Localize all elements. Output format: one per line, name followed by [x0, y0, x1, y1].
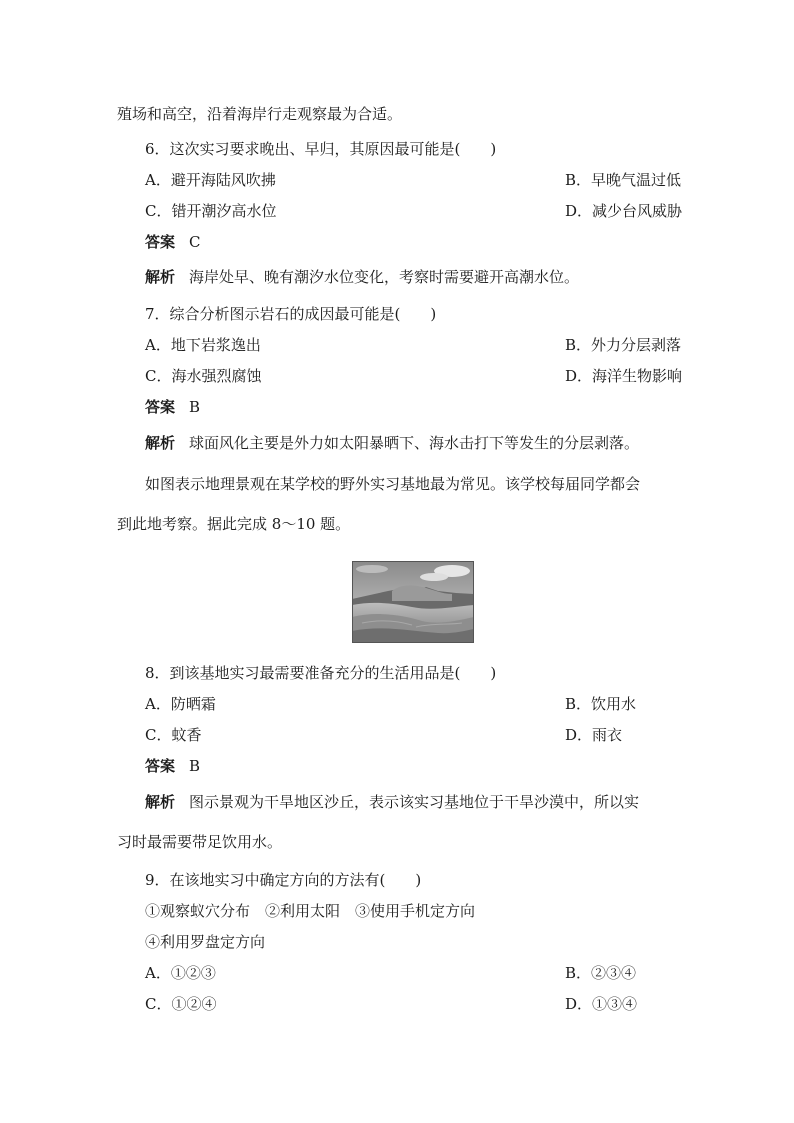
- q6-analysis: [145, 267, 579, 287]
- passage-line-2: 到此地考察。据此完成 8～10 题。: [117, 515, 351, 533]
- q8-option-b: B．饮用水: [565, 695, 637, 713]
- q9-items-line-1: ①观察蚁穴分布 ②利用太阳 ③使用手机定方向: [145, 902, 476, 920]
- q6-option-d: D．减少台风威胁: [565, 202, 683, 220]
- q8-analysis-line-2: 习时最需要带足饮用水。: [117, 833, 283, 851]
- q9-option-b: B．②③④: [565, 964, 637, 982]
- intro-tail-text: 殖场和高空，沿着海岸行走观察最为合适。: [117, 105, 403, 123]
- q8-option-a: A．防晒霜: [145, 695, 216, 713]
- q6-options-row2: [145, 201, 705, 221]
- analysis-label: 解析: [145, 268, 176, 286]
- sand-dune-photo: [352, 561, 474, 643]
- q8-stem: 8．到该基地实习最需要准备充分的生活用品是( ): [145, 664, 497, 682]
- q6-stem: 6．这次实习要求晚出、早归，其原因最可能是( ): [145, 140, 497, 158]
- q6-answer: [145, 232, 201, 252]
- q9-stem: 9．在该地实习中确定方向的方法有( ): [145, 871, 422, 889]
- q9-options-row1: [145, 963, 705, 983]
- analysis-label: 解析: [145, 434, 176, 452]
- q8-options-row2: [145, 725, 705, 745]
- analysis-text: 海岸处早、晚有潮汐水位变化，考察时需要避开高潮水位。: [189, 268, 580, 286]
- q9-option-c: C．①②④: [145, 995, 217, 1013]
- q9-items-line-2: ④利用罗盘定方向: [145, 933, 266, 951]
- answer-label: 答案: [145, 233, 176, 251]
- answer-value: B: [189, 398, 201, 416]
- q9-option-a: A．①②③: [145, 964, 216, 982]
- answer-label: 答案: [145, 757, 176, 775]
- q8-answer: [145, 756, 200, 776]
- q7-analysis: [145, 433, 639, 453]
- q7-option-d: D．海洋生物影响: [565, 367, 683, 385]
- q9-option-d: D．①③④: [565, 995, 638, 1013]
- q7-answer: [145, 397, 200, 417]
- q6-options-row1: [145, 170, 705, 190]
- q6-option-a: A．避开海陆风吹拂: [145, 171, 276, 189]
- q7-stem: 7．综合分析图示岩石的成因最可能是( ): [145, 305, 437, 323]
- analysis-text: 图示景观为干旱地区沙丘，表示该实习基地位于干旱沙漠中，所以实: [189, 793, 640, 811]
- q6-option-c: C．错开潮汐高水位: [145, 202, 277, 220]
- q9-options-row2: [145, 994, 705, 1014]
- answer-value: B: [189, 757, 201, 775]
- q8-analysis-line-1: [145, 792, 639, 812]
- answer-value: C: [189, 233, 201, 251]
- q8-option-d: D．雨衣: [565, 726, 623, 744]
- q6-option-b: B．早晚气温过低: [565, 171, 682, 189]
- analysis-label: 解析: [145, 793, 176, 811]
- q7-option-b: B．外力分层剥落: [565, 336, 682, 354]
- passage-line-1: 如图表示地理景观在某学校的野外实习基地最为常见。该学校每届同学都会: [145, 475, 641, 493]
- q7-options-row1: [145, 335, 705, 355]
- q7-option-a: A．地下岩浆逸出: [145, 336, 261, 354]
- q8-options-row1: [145, 694, 705, 714]
- q7-option-c: C．海水强烈腐蚀: [145, 367, 262, 385]
- analysis-text: 球面风化主要是外力如太阳暴晒下、海水击打下等发生的分层剥落。: [189, 434, 640, 452]
- q7-options-row2: [145, 366, 705, 386]
- answer-label: 答案: [145, 398, 176, 416]
- q8-option-c: C．蚊香: [145, 726, 202, 744]
